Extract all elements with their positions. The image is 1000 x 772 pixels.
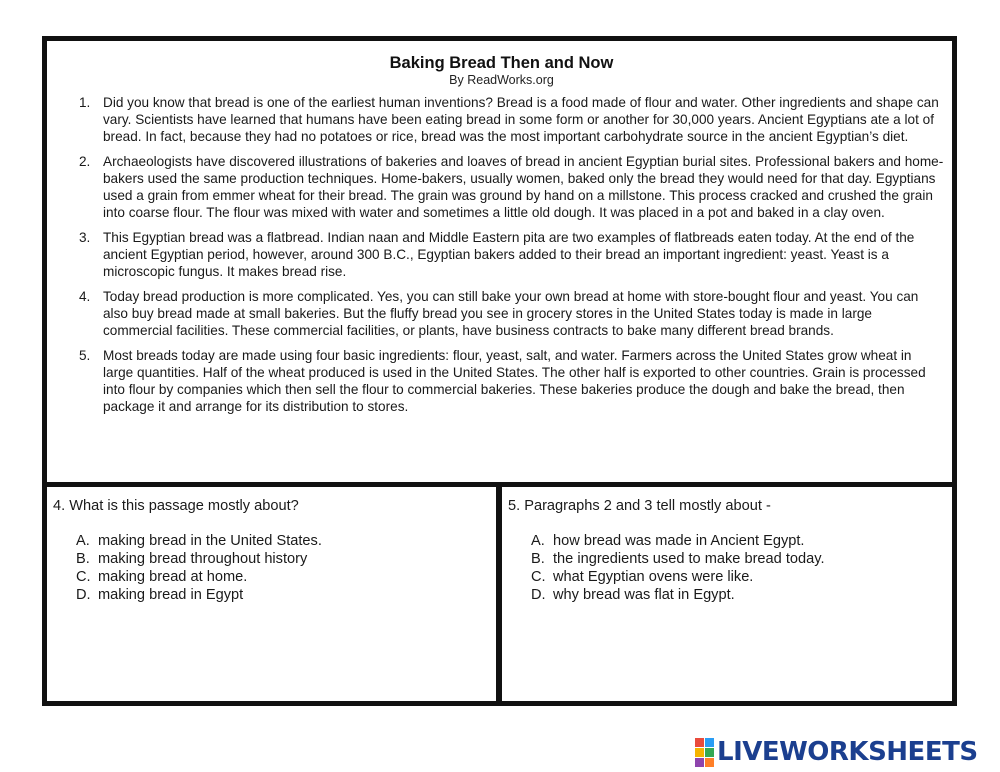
question-4-text: 4. What is this passage mostly about?	[53, 498, 299, 514]
paragraph-text: This Egyptian bread was a flatbread. Indian naan and Middle Eastern pita are two examples of flatbreads eaten today. At the end of the ancient Egyptian period, however, around 300 B.C., Egyptian bakers added to their bread an important ingredient: yeast. Yeast is a microscopic fungus. It makes bread rise.	[103, 230, 915, 279]
paragraph-number: 4.	[79, 289, 91, 304]
choice-d[interactable]	[508, 586, 946, 604]
choice-text: making bread throughout history	[98, 551, 308, 567]
choice-text: making bread in the United States.	[98, 533, 322, 549]
choice-letter: A.	[76, 533, 90, 549]
paragraph-number: 3.	[79, 230, 91, 245]
paragraph	[59, 229, 944, 280]
paragraph-number: 5.	[79, 348, 91, 363]
choice-letter: C.	[531, 569, 546, 585]
paragraph	[59, 153, 944, 221]
choice-a[interactable]	[53, 532, 490, 550]
paragraph-text: Did you know that bread is one of the earliest human inventions? Bread is a food made of flour and water. Other ingredients and shape can vary. Scientists have learned that humans have been eating bread in some form or another for 30,000 years. Ancient Egyptians ate a lot of bread. In fact, because they had no potatoes or rice, bread was the most important carbohydrate source in the ancient Egyptian’s diet.	[103, 95, 939, 144]
logo-block	[695, 738, 704, 747]
question-4-choices	[53, 532, 490, 604]
logo-blocks-icon	[695, 738, 714, 767]
reading-passage	[47, 41, 952, 482]
choice-letter: B.	[531, 551, 545, 567]
choice-b[interactable]	[508, 550, 946, 568]
paragraph-list	[59, 94, 944, 415]
choice-letter: D.	[76, 587, 91, 603]
question-4-box	[47, 487, 496, 701]
choice-text: making bread in Egypt	[98, 587, 244, 603]
passage-title: Baking Bread Then and Now	[389, 54, 614, 72]
choice-b[interactable]	[53, 550, 490, 568]
logo-block	[695, 758, 704, 767]
paragraph-number: 2.	[79, 154, 91, 169]
paragraph-text: Most breads today are made using four basic ingredients: flour, yeast, salt, and water. Farmers across the United States grow wheat in large quantities. Half of the wheat produced is used in the United States. The other half is exported to other countries. Grain is processed into flour by companies which then sell the flour to commercial bakeries. These bakeries produce the dough and bake the bread, then package it and arrange for its distribution to stores.	[103, 348, 926, 414]
logo-block	[705, 748, 714, 757]
paragraph-text: Today bread production is more complicated. Yes, you can still bake your own bread at home with store-bought flour and yeast. You can also buy bread made at small bakeries. But the fluffy bread you see in grocery stores in the United States today is made in large commercial facilities. These commercial facilities, or plants, have business contracts to bake many different bread brands.	[103, 289, 919, 338]
choice-letter: D.	[531, 587, 546, 603]
choice-letter: C.	[76, 569, 91, 585]
choice-text: making bread at home.	[98, 569, 248, 585]
choice-text: why bread was flat in Egypt.	[553, 587, 735, 603]
choice-text: what Egyptian ovens were like.	[553, 569, 754, 585]
logo-block	[705, 738, 714, 747]
paragraph	[59, 347, 944, 415]
paragraph-text: Archaeologists have discovered illustrations of bakeries and loaves of bread in ancient Egyptian burial sites. Professional bakers and home-bakers used the same production techniques. Home-bakers, usually women, baked only the bread they would need for that day. Egyptians used a grain from emmer wheat for their bread. The grain was ground by hand on a millstone. This process cracked and crushed the grain into coarse flour. The flour was mixed with water and sometimes a little old dough. It was placed in a pot and baked in a clay oven.	[103, 154, 944, 220]
paragraph	[59, 94, 944, 145]
paragraph-number: 1.	[79, 95, 91, 110]
choice-text: how bread was made in Ancient Egypt.	[553, 533, 805, 549]
question-5-box	[502, 487, 952, 701]
paragraph	[59, 288, 944, 339]
liveworksheets-logo	[695, 737, 978, 767]
question-5-text: 5. Paragraphs 2 and 3 tell mostly about -	[508, 498, 771, 514]
logo-block	[695, 748, 704, 757]
logo-block	[705, 758, 714, 767]
question-5-choices	[508, 532, 946, 604]
logo-wordmark: LIVEWORKSHEETS	[717, 737, 978, 767]
choice-a[interactable]	[508, 532, 946, 550]
passage-byline: By ReadWorks.org	[449, 73, 554, 87]
choice-letter: A.	[531, 533, 545, 549]
choice-d[interactable]	[53, 586, 490, 604]
worksheet-frame	[42, 36, 957, 706]
choice-text: the ingredients used to make bread today.	[553, 551, 825, 567]
choice-letter: B.	[76, 551, 90, 567]
choice-c[interactable]	[508, 568, 946, 586]
choice-c[interactable]	[53, 568, 490, 586]
